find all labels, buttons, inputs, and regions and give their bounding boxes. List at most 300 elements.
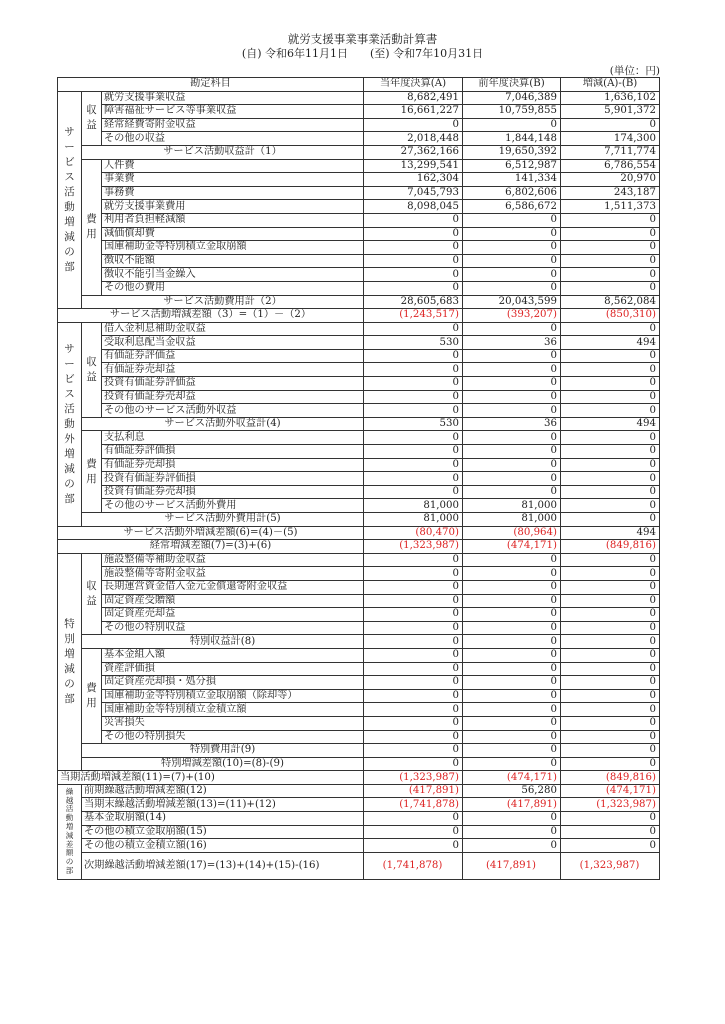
amount-b: 0 xyxy=(463,445,561,459)
amount-c: 5,901,372 xyxy=(561,105,660,119)
amount-b: 81,000 xyxy=(463,499,561,513)
section-special-text: 特別増減の部 xyxy=(64,618,75,706)
amount-a: 0 xyxy=(364,363,463,377)
amount-a: 81,000 xyxy=(364,499,463,513)
table-row xyxy=(58,349,660,363)
amount-a: (1,323,987) xyxy=(364,771,463,785)
section-special xyxy=(58,553,82,771)
amount-a: 13,299,541 xyxy=(364,159,463,173)
amount-b: (417,891) xyxy=(463,852,561,879)
difference-label: サービス活動外増減差額(6)=(4)－(5) xyxy=(58,526,364,540)
amount-c: 0 xyxy=(561,689,660,703)
amount-a: 0 xyxy=(364,118,463,132)
amount-a: (1,741,878) xyxy=(364,852,463,879)
table-row xyxy=(58,689,660,703)
table-row xyxy=(58,499,660,513)
table-row xyxy=(58,648,660,662)
table-row xyxy=(58,363,660,377)
header-item: 勘定科目 xyxy=(58,78,364,92)
item-label: 有価証券売却益 xyxy=(102,363,364,377)
subsection-income xyxy=(82,322,102,417)
section-non-service-text: サービス活動外増減の部 xyxy=(64,342,75,505)
amount-c: (850,310) xyxy=(561,309,660,323)
amount-c: 0 xyxy=(561,839,660,853)
subsection-expense xyxy=(82,159,102,295)
amount-b: 19,650,392 xyxy=(463,145,561,159)
amount-a: 27,362,166 xyxy=(364,145,463,159)
amount-a: 0 xyxy=(364,349,463,363)
amount-c: 243,187 xyxy=(561,186,660,200)
amount-a: 530 xyxy=(364,417,463,431)
amount-a: 0 xyxy=(364,648,463,662)
item-label: その他の特別損失 xyxy=(102,730,364,744)
amount-c: 0 xyxy=(561,676,660,690)
table-row xyxy=(58,757,660,771)
amount-b: 0 xyxy=(463,363,561,377)
item-label: その他の積立金取崩額(15) xyxy=(82,825,364,839)
amount-c: 0 xyxy=(561,227,660,241)
table-row xyxy=(58,703,660,717)
amount-c: 0 xyxy=(561,445,660,459)
item-label: 施設整備等寄附金収益 xyxy=(102,567,364,581)
table-row xyxy=(58,173,660,187)
amount-c: (849,816) xyxy=(561,771,660,785)
amount-a: 0 xyxy=(364,744,463,758)
header-diff: 増減(A)-(B) xyxy=(561,78,660,92)
next-carry-label: 次期繰越活動増減差額(17)=(13)+(14)+(15)-(16) xyxy=(82,852,364,879)
amount-a: 0 xyxy=(364,472,463,486)
table-row xyxy=(58,377,660,391)
amount-c: 0 xyxy=(561,730,660,744)
section-carry-text: 繰越活動増減差額の部 xyxy=(65,786,74,876)
item-label: 有価証券売却損 xyxy=(102,458,364,472)
subsection-income-text: 収益 xyxy=(86,580,97,608)
fiscal-period: (自) 令和6年11月1日 (至) 令和7年10月31日 xyxy=(241,47,484,60)
amount-a: 0 xyxy=(364,485,463,499)
amount-b: 0 xyxy=(463,458,561,472)
amount-a: 0 xyxy=(364,608,463,622)
item-label: 固定資産売却損・処分損 xyxy=(102,676,364,690)
item-label: 投資有価証券売却損 xyxy=(102,485,364,499)
amount-a: 0 xyxy=(364,445,463,459)
amount-a: 0 xyxy=(364,377,463,391)
item-label: 障害福祉サービス等事業収益 xyxy=(102,105,364,119)
amount-b: 0 xyxy=(463,839,561,853)
amount-c: 0 xyxy=(561,499,660,513)
difference-label: サービス活動増減差額（3）=（1）－（2） xyxy=(58,309,364,323)
amount-a: 530 xyxy=(364,336,463,350)
table-row xyxy=(58,716,660,730)
amount-b: 0 xyxy=(463,825,561,839)
amount-c: 0 xyxy=(561,580,660,594)
amount-a: (1,741,878) xyxy=(364,798,463,812)
item-label: 就労支援事業収益 xyxy=(102,91,364,105)
table-row xyxy=(58,254,660,268)
amount-b: 7,046,389 xyxy=(463,91,561,105)
amount-b: 56,280 xyxy=(463,784,561,798)
amount-b: 0 xyxy=(463,716,561,730)
amount-c: 0 xyxy=(561,322,660,336)
amount-c: (474,171) xyxy=(561,784,660,798)
amount-b: (417,891) xyxy=(463,798,561,812)
amount-b: 10,759,855 xyxy=(463,105,561,119)
amount-c: 0 xyxy=(561,404,660,418)
table-row xyxy=(58,730,660,744)
amount-a: 162,304 xyxy=(364,173,463,187)
subsection-expense-text: 費用 xyxy=(86,213,97,241)
amount-a: 0 xyxy=(364,390,463,404)
amount-c: 0 xyxy=(561,716,660,730)
amount-a: 2,018,448 xyxy=(364,132,463,146)
amount-a: 0 xyxy=(364,322,463,336)
amount-b: (80,964) xyxy=(463,526,561,540)
item-label: 基本金組入額 xyxy=(102,648,364,662)
amount-b: 0 xyxy=(463,485,561,499)
table-row xyxy=(58,485,660,499)
item-label: 有価証券評価損 xyxy=(102,445,364,459)
amount-c: 0 xyxy=(561,621,660,635)
item-label: 長期運営資金借入金元金償還寄附金収益 xyxy=(102,580,364,594)
amount-c: 0 xyxy=(561,825,660,839)
amount-b: 0 xyxy=(463,730,561,744)
subsection-expense xyxy=(82,648,102,743)
item-label: 経常経費寄附金収益 xyxy=(102,118,364,132)
header-current: 当年度決算(A) xyxy=(364,78,463,92)
table-body xyxy=(58,91,660,879)
table-row xyxy=(58,105,660,119)
table-row xyxy=(58,798,660,812)
period-difference-label: 当期活動増減差額(11)=(7)+(10) xyxy=(58,771,364,785)
amount-b: 0 xyxy=(463,404,561,418)
table-row xyxy=(58,281,660,295)
amount-b: 0 xyxy=(463,268,561,282)
amount-c: 0 xyxy=(561,118,660,132)
amount-b: 0 xyxy=(463,812,561,826)
table-header-row xyxy=(58,78,660,92)
table-row xyxy=(58,431,660,445)
amount-b: 0 xyxy=(463,390,561,404)
amount-a: (417,891) xyxy=(364,784,463,798)
amount-c: 0 xyxy=(561,812,660,826)
amount-c: 494 xyxy=(561,336,660,350)
table-row xyxy=(58,526,660,540)
table-row xyxy=(58,744,660,758)
item-label: 支払利息 xyxy=(102,431,364,445)
table-row xyxy=(58,145,660,159)
table-row xyxy=(58,839,660,853)
table-row xyxy=(58,458,660,472)
table-row xyxy=(58,662,660,676)
amount-c: 0 xyxy=(561,485,660,499)
table-row xyxy=(58,295,660,309)
amount-b: 0 xyxy=(463,757,561,771)
activity-statement-table xyxy=(57,77,660,880)
table-row xyxy=(58,309,660,323)
item-label: 資産評価損 xyxy=(102,662,364,676)
table-row xyxy=(58,635,660,649)
unit-label: (単位：円) xyxy=(609,65,660,77)
item-label: 利用者負担軽減額 xyxy=(102,213,364,227)
amount-c: 0 xyxy=(561,431,660,445)
subsection-income-text: 収益 xyxy=(86,104,97,132)
amount-c: 0 xyxy=(561,703,660,717)
item-label: 災害損失 xyxy=(102,716,364,730)
amount-c: 0 xyxy=(561,377,660,391)
amount-a: 8,682,491 xyxy=(364,91,463,105)
item-label: 投資有価証券評価益 xyxy=(102,377,364,391)
subsection-expense-text: 費用 xyxy=(86,682,97,710)
amount-c: (1,323,987) xyxy=(561,852,660,879)
amount-b: 20,043,599 xyxy=(463,295,561,309)
amount-a: 0 xyxy=(364,241,463,255)
table-row xyxy=(58,91,660,105)
amount-a: 0 xyxy=(364,812,463,826)
table-row xyxy=(58,676,660,690)
amount-b: 6,512,987 xyxy=(463,159,561,173)
amount-c: 7,711,774 xyxy=(561,145,660,159)
amount-a: 0 xyxy=(364,254,463,268)
subsection-income xyxy=(82,553,102,635)
amount-a: 16,661,227 xyxy=(364,105,463,119)
section-non-service xyxy=(58,322,82,526)
amount-a: 0 xyxy=(364,268,463,282)
document-title: 就労支援事業事業活動計算書 xyxy=(287,32,438,46)
amount-a: 0 xyxy=(364,621,463,635)
amount-c: 0 xyxy=(561,213,660,227)
table-row xyxy=(58,825,660,839)
amount-b: 1,844,148 xyxy=(463,132,561,146)
table-row xyxy=(58,213,660,227)
item-label: 投資有価証券評価損 xyxy=(102,472,364,486)
amount-a: 0 xyxy=(364,730,463,744)
amount-c: 0 xyxy=(561,635,660,649)
amount-b: 0 xyxy=(463,118,561,132)
amount-c: (1,323,987) xyxy=(561,798,660,812)
amount-b: 141,334 xyxy=(463,173,561,187)
subtotal-label: 特別費用計(9) xyxy=(82,744,364,758)
amount-b: 0 xyxy=(463,580,561,594)
amount-c: 494 xyxy=(561,417,660,431)
table-row xyxy=(58,608,660,622)
item-label: 国庫補助金等特別積立金積立額 xyxy=(102,703,364,717)
amount-b: 0 xyxy=(463,281,561,295)
item-label: 事務費 xyxy=(102,186,364,200)
amount-b: 0 xyxy=(463,377,561,391)
subtotal-label: サービス活動費用計（2） xyxy=(82,295,364,309)
subtotal-label: サービス活動外収益計(4) xyxy=(82,417,364,431)
amount-a: 0 xyxy=(364,458,463,472)
amount-a: 28,605,683 xyxy=(364,295,463,309)
table-row xyxy=(58,322,660,336)
table-row xyxy=(58,390,660,404)
table-row xyxy=(58,513,660,527)
item-label: 就労支援事業費用 xyxy=(102,200,364,214)
subsection-income-text: 収益 xyxy=(86,355,97,383)
item-label: 固定資産売却益 xyxy=(102,608,364,622)
table-row xyxy=(58,186,660,200)
amount-c: 0 xyxy=(561,567,660,581)
amount-b: (393,207) xyxy=(463,309,561,323)
amount-c: 0 xyxy=(561,458,660,472)
amount-c: 0 xyxy=(561,608,660,622)
amount-b: 0 xyxy=(463,553,561,567)
amount-b: 81,000 xyxy=(463,513,561,527)
table-row xyxy=(58,852,660,879)
amount-c: 1,511,373 xyxy=(561,200,660,214)
header-previous: 前年度決算(B) xyxy=(463,78,561,92)
item-label: 徴収不能額 xyxy=(102,254,364,268)
amount-a: 0 xyxy=(364,404,463,418)
table-row xyxy=(58,132,660,146)
amount-b: 0 xyxy=(463,676,561,690)
amount-a: (1,323,987) xyxy=(364,540,463,554)
subsection-expense-text: 費用 xyxy=(86,457,97,485)
item-label: 受取利息配当金収益 xyxy=(102,336,364,350)
amount-c: 0 xyxy=(561,281,660,295)
item-label: その他の特別収益 xyxy=(102,621,364,635)
item-label: 施設整備等補助金収益 xyxy=(102,553,364,567)
item-label: 固定資産受贈額 xyxy=(102,594,364,608)
amount-b: 0 xyxy=(463,254,561,268)
table-row xyxy=(58,594,660,608)
table-row xyxy=(58,417,660,431)
table-row xyxy=(58,553,660,567)
amount-a: 0 xyxy=(364,676,463,690)
item-label: 投資有価証券売却益 xyxy=(102,390,364,404)
amount-b: (474,171) xyxy=(463,771,561,785)
item-label: その他のサービス活動外収益 xyxy=(102,404,364,418)
table-row xyxy=(58,580,660,594)
item-label: 有価証券評価益 xyxy=(102,349,364,363)
amount-a: 0 xyxy=(364,662,463,676)
amount-a: 0 xyxy=(364,227,463,241)
amount-a: 0 xyxy=(364,213,463,227)
amount-b: 0 xyxy=(463,322,561,336)
item-label: 事業費 xyxy=(102,173,364,187)
amount-b: 0 xyxy=(463,608,561,622)
item-label: 借入金利息補助金収益 xyxy=(102,322,364,336)
table-row xyxy=(58,784,660,798)
item-label: 国庫補助金等特別積立金取崩額 xyxy=(102,241,364,255)
amount-b: 0 xyxy=(463,648,561,662)
difference-label: 特別増減差額(10)=(8)-(9) xyxy=(82,757,364,771)
subsection-income xyxy=(82,91,102,145)
table-row xyxy=(58,567,660,581)
amount-a: 0 xyxy=(364,839,463,853)
amount-b: 0 xyxy=(463,349,561,363)
item-label: 前期繰越活動増減差額(12) xyxy=(82,784,364,798)
amount-b: 0 xyxy=(463,227,561,241)
amount-b: 0 xyxy=(463,621,561,635)
amount-a: 81,000 xyxy=(364,513,463,527)
table-row xyxy=(58,445,660,459)
amount-a: 0 xyxy=(364,553,463,567)
amount-c: 0 xyxy=(561,662,660,676)
amount-b: 0 xyxy=(463,689,561,703)
amount-b: (474,171) xyxy=(463,540,561,554)
amount-b: 0 xyxy=(463,744,561,758)
amount-a: 0 xyxy=(364,716,463,730)
table-row xyxy=(58,771,660,785)
amount-a: (1,243,517) xyxy=(364,309,463,323)
amount-b: 6,586,672 xyxy=(463,200,561,214)
amount-b: 6,802,606 xyxy=(463,186,561,200)
amount-c: 0 xyxy=(561,553,660,567)
amount-a: 0 xyxy=(364,825,463,839)
table-row xyxy=(58,404,660,418)
table-row xyxy=(58,472,660,486)
item-label: その他の収益 xyxy=(102,132,364,146)
subtotal-label: サービス活動外費用計(5) xyxy=(82,513,364,527)
amount-a: 0 xyxy=(364,567,463,581)
item-label: その他の積立金積立額(16) xyxy=(82,839,364,853)
subsection-expense xyxy=(82,431,102,513)
amount-c: 0 xyxy=(561,363,660,377)
item-label: 国庫補助金等特別積立金取崩額（除却等） xyxy=(102,689,364,703)
amount-a: (80,470) xyxy=(364,526,463,540)
table-row xyxy=(58,621,660,635)
amount-b: 0 xyxy=(463,662,561,676)
amount-c: 0 xyxy=(561,390,660,404)
amount-a: 8,098,045 xyxy=(364,200,463,214)
amount-c: 6,786,554 xyxy=(561,159,660,173)
amount-c: 0 xyxy=(561,268,660,282)
table-row xyxy=(58,812,660,826)
amount-a: 0 xyxy=(364,757,463,771)
amount-c: 8,562,084 xyxy=(561,295,660,309)
section-carry xyxy=(58,784,82,879)
amount-c: 20,970 xyxy=(561,173,660,187)
amount-b: 0 xyxy=(463,635,561,649)
amount-a: 0 xyxy=(364,635,463,649)
amount-c: 0 xyxy=(561,648,660,662)
section-service-text: サービス活動増減の部 xyxy=(64,125,75,273)
amount-c: 0 xyxy=(561,594,660,608)
amount-c: 0 xyxy=(561,744,660,758)
table-row xyxy=(58,200,660,214)
amount-c: 174,300 xyxy=(561,132,660,146)
section-service xyxy=(58,91,82,309)
amount-a: 0 xyxy=(364,703,463,717)
table-row xyxy=(58,159,660,173)
amount-a: 0 xyxy=(364,431,463,445)
table-row xyxy=(58,118,660,132)
item-label: 減価償却費 xyxy=(102,227,364,241)
table-row xyxy=(58,268,660,282)
table-row xyxy=(58,540,660,554)
amount-b: 0 xyxy=(463,472,561,486)
item-label: その他の費用 xyxy=(102,281,364,295)
table-row xyxy=(58,227,660,241)
amount-b: 0 xyxy=(463,567,561,581)
item-label: その他のサービス活動外費用 xyxy=(102,499,364,513)
amount-b: 36 xyxy=(463,336,561,350)
amount-b: 0 xyxy=(463,241,561,255)
table-row xyxy=(58,241,660,255)
amount-a: 0 xyxy=(364,580,463,594)
amount-a: 0 xyxy=(364,689,463,703)
amount-c: 0 xyxy=(561,757,660,771)
amount-a: 0 xyxy=(364,594,463,608)
amount-b: 36 xyxy=(463,417,561,431)
item-label: 基本金取崩額(14) xyxy=(82,812,364,826)
amount-c: 1,636,102 xyxy=(561,91,660,105)
item-label: 人件費 xyxy=(102,159,364,173)
amount-b: 0 xyxy=(463,213,561,227)
amount-a: 0 xyxy=(364,281,463,295)
amount-c: 0 xyxy=(561,254,660,268)
amount-c: 0 xyxy=(561,349,660,363)
